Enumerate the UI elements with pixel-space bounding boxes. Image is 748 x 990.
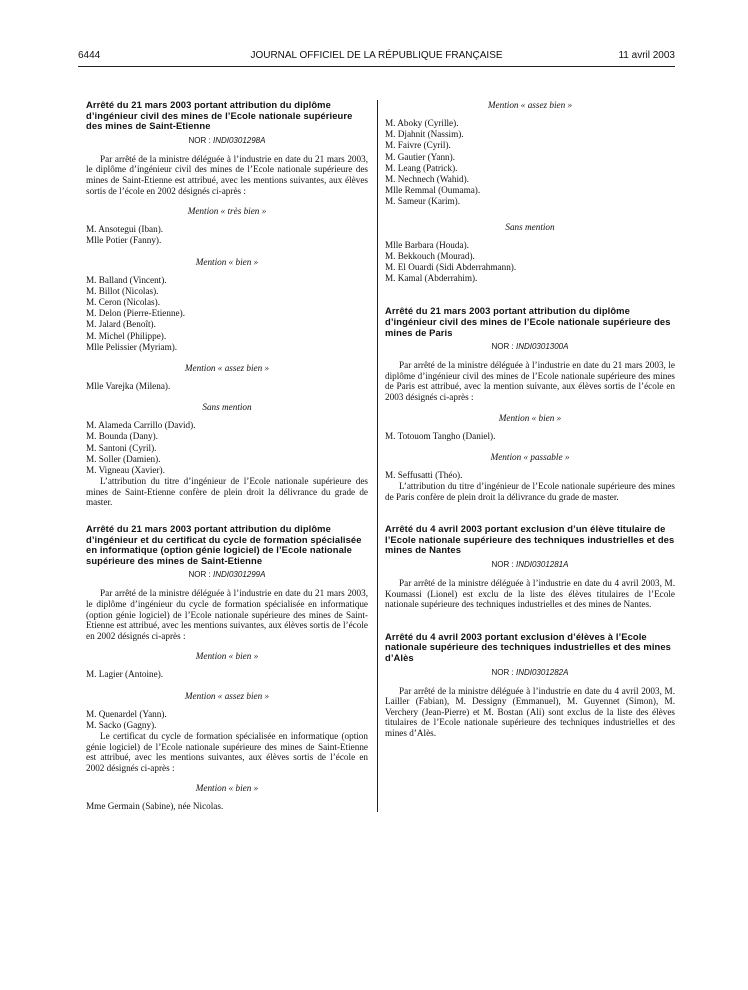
decree-ales [385,632,675,739]
decree-intro: Par arrêté de la ministre déléguée à l’industrie en date du 4 avril 2003, M. Koumassi (Lionel) est exclu de la liste des élèves titulaires de l’Ecole nationale supérieure des techniques industrielles et des mines de Nantes. [385,577,675,610]
decree-intro: Par arrêté de la ministre déléguée à l’industrie en date du 21 mars 2003, le diplôme d’ingénieur civil des mines de l’Ecole nationale supérieure des mines de Saint-Etienne est attribué, avec les mentions suivantes, aux élèves sortis de l’école en 2002 désignés ci-après : [86,153,368,196]
list-item: M. Ceron (Nicolas). [86,296,160,307]
name-list [385,470,675,481]
certificate-paragraph: Le certificat du cycle de formation spécialisée en informatique (option génie logiciel) de l’Ecole nationale supérieure des mines de Saint-Etienne est attribué, avec les mentions suivantes, aux élèves sortis de l’école en 2002 désignés ci-après : [86,730,368,773]
list-item: M. Totouom Tangho (Daniel). [385,430,496,441]
list-item: M. Santoni (Cyril). [86,442,157,453]
list-item: M. Bounda (Dany). [86,431,158,442]
page-number: 6444 [78,50,101,61]
name-list [86,709,368,731]
list-item: M. Ansotegui (Iban). [86,224,164,235]
decree-title: Arrêté du 21 mars 2003 portant attribution du diplôme d’ingénieur et du certificat du cycle de formation spécialisée en informatique (option génie logiciel) de l’Ecole nationale supérieure des mines de Saint-Etienne [86,522,362,566]
decree-closing: L’attribution du titre d’ingénieur de l’Ecole nationale supérieure des mines de Saint-Etienne confère de plein droit la délivrance du grade de master. [86,476,368,508]
list-item: Mlle Varejka (Milena). [86,380,171,391]
list-item: M. Aboky (Cyrille). [385,118,459,128]
list-item: M. Sameur (Karim). [385,196,461,207]
mention-heading: Mention « assez bien » [184,362,270,373]
continued-lists [385,100,675,284]
name-list [86,669,368,680]
decree-title: Arrêté du 4 avril 2003 portant exclusion d’élèves à l’Ecole nationale supérieure des techniques industrielles et des mines d’Alès [385,630,671,663]
mention-heading: Mention « bien » [195,256,259,267]
name-list [86,801,368,812]
list-item: M. Sacko (Gagny). [86,719,157,730]
mention-heading: Mention « très bien » [187,206,267,217]
nor-reference: NOR : INDI0301298A [188,135,266,145]
name-list [86,224,368,246]
name-list [86,420,368,476]
list-item: M. Djahnit (Nassim). [385,129,464,140]
decree-title: Arrêté du 21 mars 2003 portant attribution du diplôme d’ingénieur civil des mines de l’Ecole nationale supérieure des mines de Paris [385,305,671,338]
list-item: M. Balland (Vincent). [86,274,167,285]
decree-nantes [385,524,675,610]
list-item: M. Soller (Damien). [86,453,161,464]
list-item: M. Alameda Carrillo (David). [86,420,196,431]
list-item: M. Vigneau (Xavier). [86,465,165,475]
mention-heading: Mention « assez bien » [184,690,270,701]
list-item: M. El Ouardi (Sidi Abderrahmann). [385,262,517,273]
list-item: M. Faivre (Cyril). [385,140,451,151]
mention-heading: Mention « bien » [195,651,259,662]
header-rule [78,66,675,67]
list-item: Mlle Potier (Fanny). [86,235,162,246]
list-item: Mme Germain (Sabine), née Nicolas. [86,801,224,812]
decree-closing: L’attribution du titre d’ingénieur de l’Ecole nationale supérieure des mines de Paris confère de plein droit la délivrance du grade de master. [385,481,675,502]
journal-title: JOURNAL OFFICIEL DE LA RÉPUBLIQUE FRANÇAISE [250,50,503,61]
name-list [385,240,675,285]
list-item: M. Gautier (Yann). [385,151,456,162]
nor-reference: NOR : INDI0301281A [491,559,569,569]
column-divider [377,100,378,812]
list-item: M. Billot (Nicolas). [86,285,159,296]
nor-reference: NOR : INDI0301300A [491,342,569,352]
left-column [86,100,368,813]
name-list [385,118,675,208]
right-column [385,100,675,739]
list-item: M. Jalard (Benoît). [86,319,156,330]
list-item: M. Kamal (Abderrahim). [385,273,478,284]
list-item: M. Michel (Philippe). [86,330,167,341]
mention-heading: Mention « passable » [490,451,570,462]
name-list [86,381,368,392]
name-list [86,275,368,353]
list-item: M. Lagier (Antoine). [86,669,164,680]
list-item: M. Quenardel (Yann). [86,708,167,719]
name-list [385,431,675,442]
decree-intro: Par arrêté de la ministre déléguée à l’industrie en date du 21 mars 2003, le diplôme d’ingénieur du cycle de formation spécialisée en informatique (option génie logiciel) de l’Ecole nationale supérieure des mines de Saint-Etienne est attribué, avec les mentions suivantes, aux élèves sortis de l’école en 2002 désignés ci-après : [86,588,368,641]
decree-title: Arrêté du 21 mars 2003 portant attribution du diplôme d’ingénieur civil des mines de l’Ecole nationale supérieure des mines de Saint-Etienne [86,99,353,132]
decree-intro: Par arrêté de la ministre déléguée à l’industrie en date du 4 avril 2003, M. Lailler (Fabian), M. Dessigny (Emmanuel), M. Guyennet (Simon), M. Verchery (Jean-Pierre) et M. Bostan (Ali) sont exclus de la liste des élèves titulaires de l’Ecole nationale supérieure des techniques industrielles et des mines d’Alès. [385,685,675,738]
decree-saint-etienne-civil [86,100,368,508]
nor-reference: NOR : INDI0301299A [188,570,266,580]
mention-heading: Mention « assez bien » [487,100,573,110]
list-item: M. Bekkouch (Mourad). [385,250,475,261]
decree-paris [385,306,675,502]
nor-reference: NOR : INDI0301282A [491,667,569,677]
list-item: Mlle Pelissier (Myriam). [86,341,178,352]
decree-saint-etienne-informatique [86,524,368,813]
list-item: M. Leang (Patrick). [385,162,458,173]
list-item: Mlle Remmal (Oumama). [385,185,481,196]
list-item: M. Seffusatti (Théo). [385,469,463,480]
mention-heading: Mention « bien » [195,783,259,794]
page-header [78,50,675,64]
decree-intro: Par arrêté de la ministre déléguée à l’industrie en date du 21 mars 2003, le diplôme d’ingénieur civil des mines de l’Ecole nationale supérieure des mines de Paris est attribué, avec la mention suivante, aux élèves sortis de l’école en 2003 désignés ci-après : [385,360,675,402]
decree-title: Arrêté du 4 avril 2003 portant exclusion d’un élève titulaire de l’Ecole nationale supérieure des techniques industrielles et des mines de Nantes [385,523,675,556]
issue-date: 11 avril 2003 [618,50,675,61]
list-item: M. Delon (Pierre-Etienne). [86,308,185,319]
list-item: M. Nechnech (Wahid). [385,174,469,185]
list-item: Mlle Barbara (Houda). [385,239,469,250]
mention-heading: Sans mention [202,402,252,413]
mention-heading: Mention « bien » [498,412,562,423]
mention-heading: Sans mention [505,221,555,232]
